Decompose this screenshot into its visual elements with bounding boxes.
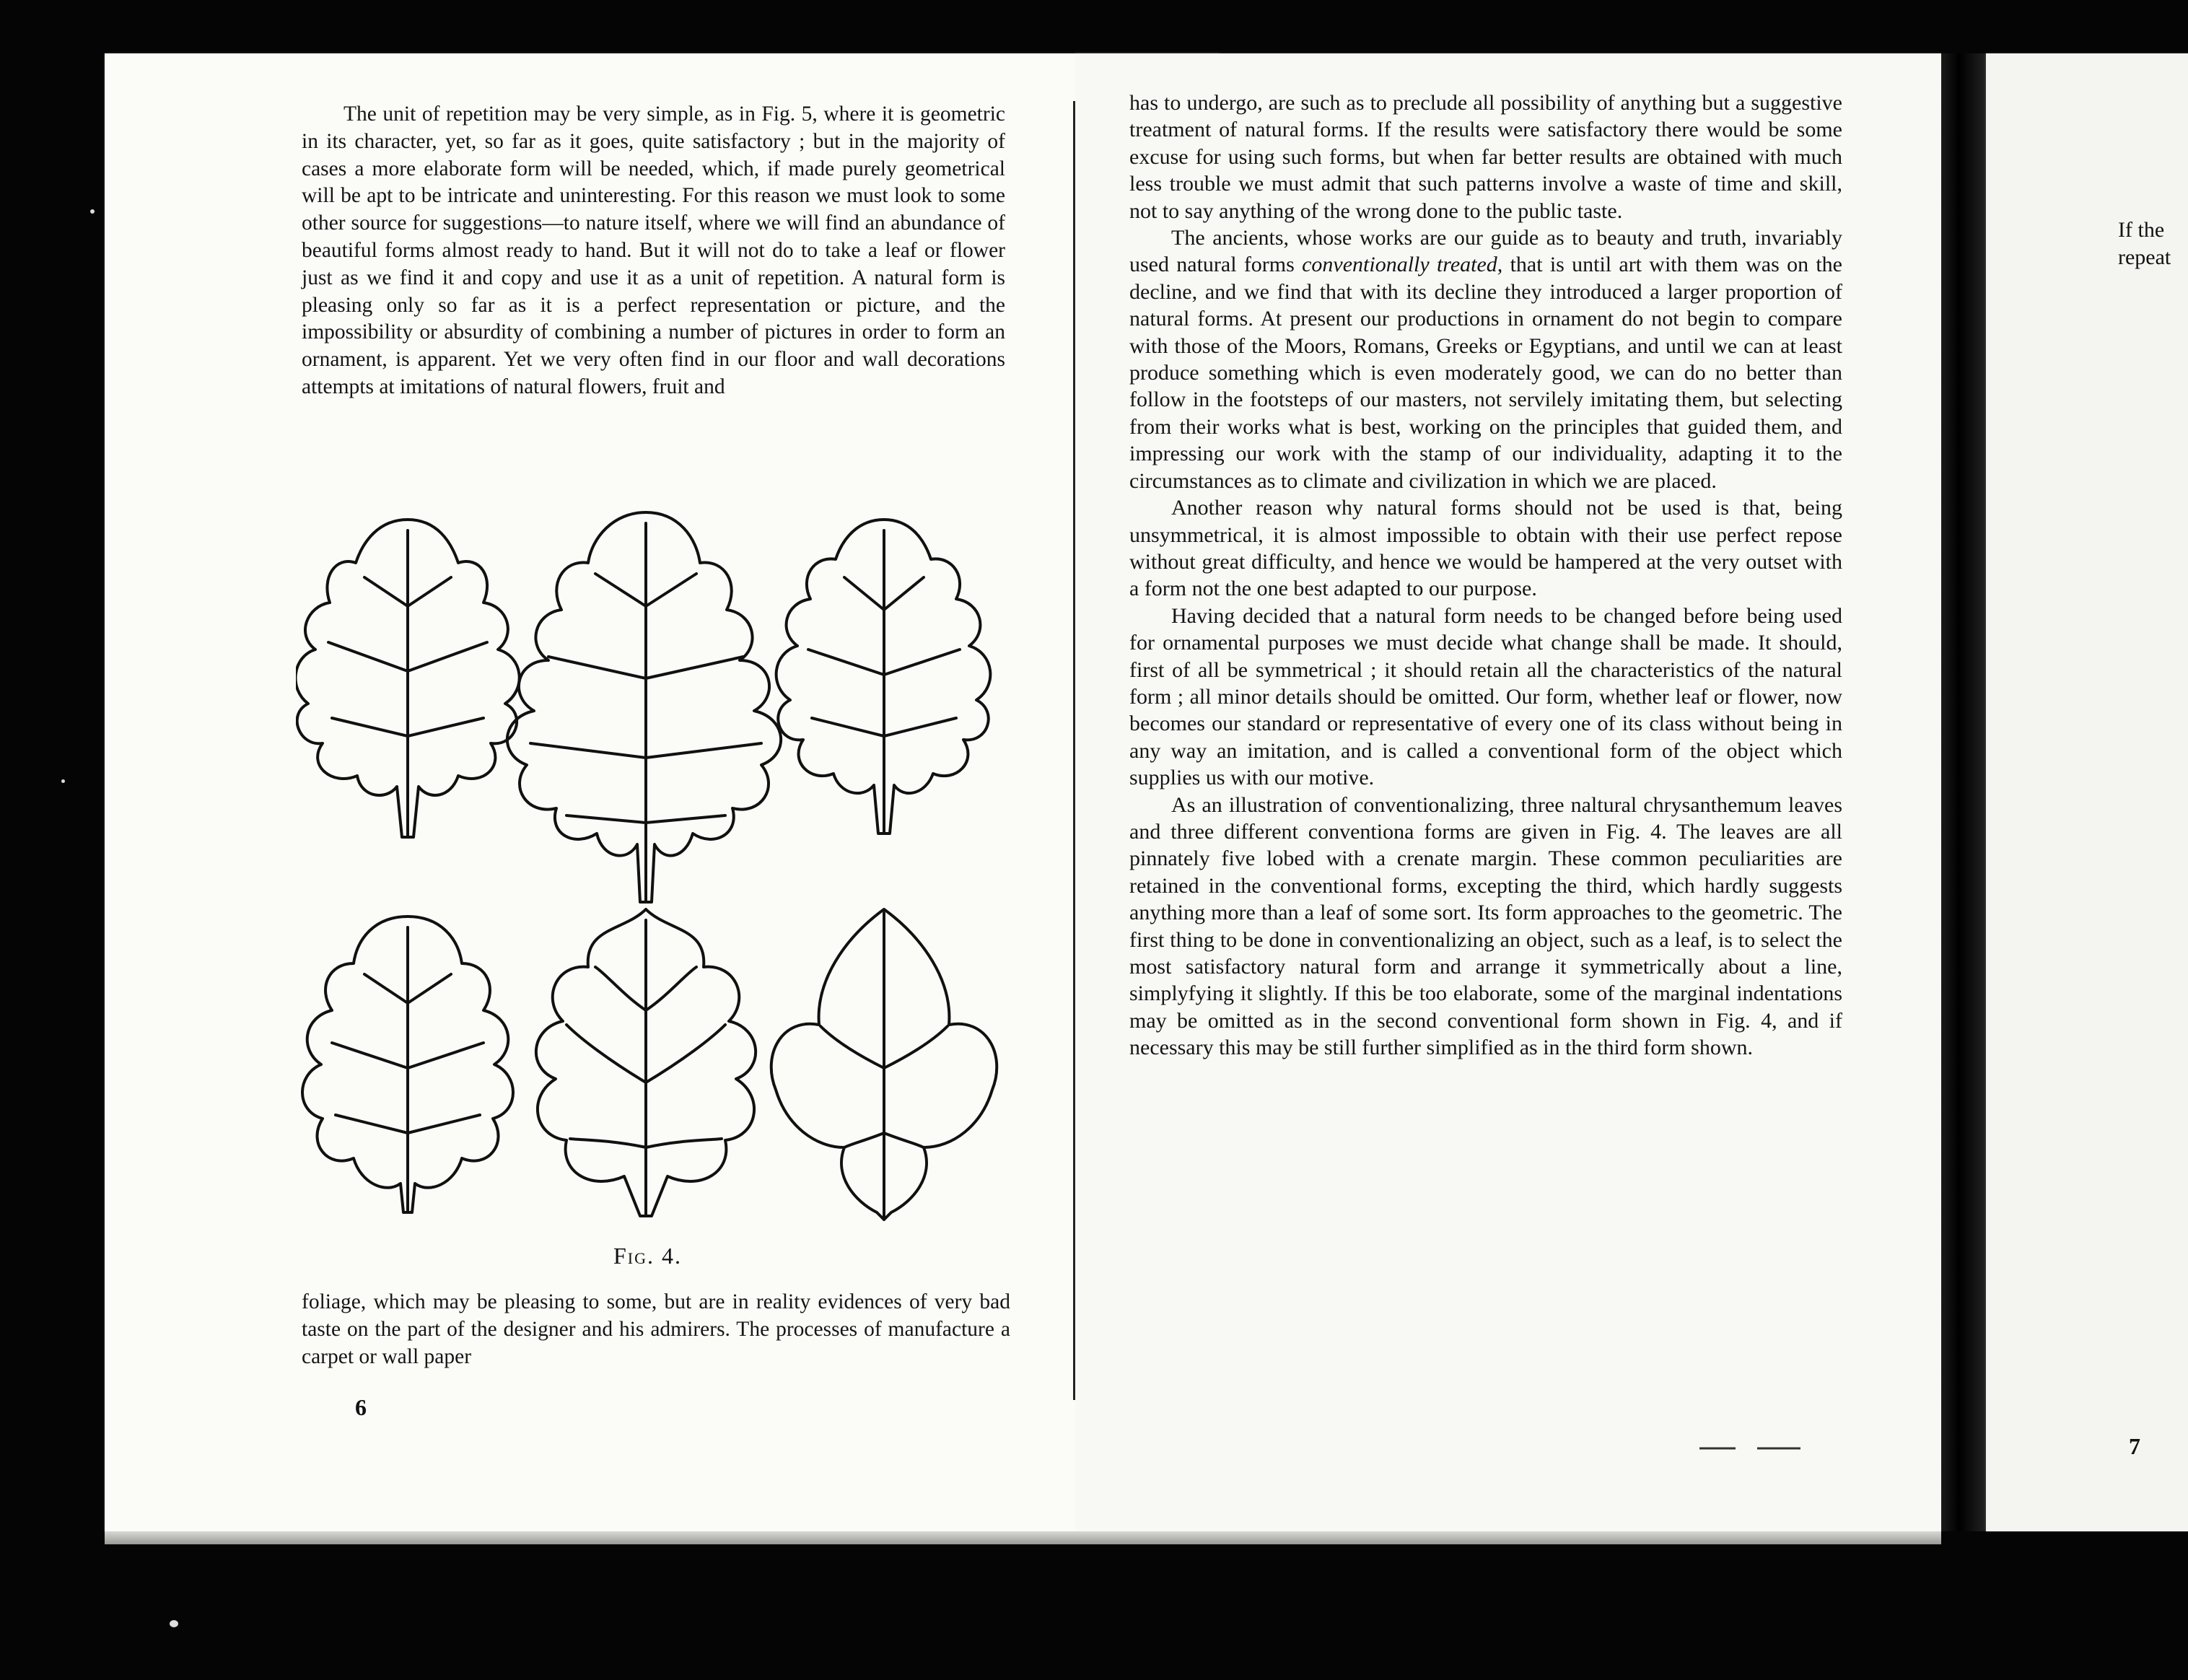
natural-leaf-3 (776, 520, 991, 834)
paragraph: Having decided that a natural form needs to be changed before being used for ornamental purposes we must decide what change shall be made. It should, first of all be symmetrical ; it should retain all the characteristics of the natural form ; all minor details should be omitted. Our form, whether leaf or flower, now becomes our standard or representative of every one of its class without being in any way an imitation, and is called a conventional form of the object which supplies us with our motive. (1129, 603, 1842, 790)
page-number-left: 6 (355, 1394, 367, 1420)
natural-leaf-2 (507, 512, 781, 902)
leaf-illustrations (296, 498, 1021, 1277)
emphasis: conventionally treated, (1302, 253, 1503, 277)
paragraph: Another reason why natural forms should not be used is that, being unsymmetrical, it is almost impossible to obtain with their use perfect repose without great difficulty, and hence we would be hampered at the very outset with a form not the one best adapted to our purpose. (1129, 496, 1842, 601)
next-page-edge (1986, 53, 2188, 1531)
book-bottom-edge (105, 1531, 1941, 1544)
conventional-leaf-1 (302, 916, 513, 1212)
figure-caption: Fig. 4. (613, 1243, 683, 1269)
conventional-leaf-2 (536, 909, 756, 1216)
natural-leaf-1 (296, 520, 520, 837)
fragment-line: repeat (2118, 245, 2171, 269)
column-divider (1073, 101, 1075, 1400)
conventional-leaf-3 (771, 909, 997, 1220)
dust-speck (61, 779, 65, 783)
print-smudge (1699, 1446, 1800, 1451)
dust-speck (90, 209, 95, 214)
left-page-bottom-text (302, 1289, 1010, 1370)
paragraph: The ancients, whose works are our guide as to beauty and truth, invariably used natural forms conventionally treated, that is until art with them was on the decline, and we find that with its decline they introduced a larger proportion of natural forms. At present our productions in ornament do not begin to compare with those of the Moors, Romans, Greeks or Egyptians, and until we can at least produce something which is even moderately good, we can do no better than follow in the footsteps of our masters, not servilely imitating them, but selecting from their works what is best, working on the principles that guided them, and impressing our work with the stamp of our individuality, adapting it to the circumstances as to climate and civilization in which we are placed. (1129, 226, 1842, 493)
paragraph: As an illustration of conventionalizing, three naltural chrysanthemum leaves and three different conventiona forms are given in Fig. 4. The leaves are all pinnately five lobed with a crenate margin. These common peculiarities are retained in the conventional forms, excepting the third, which hardly suggests anything more than a leaf of some sort. Its form approaches to the geometric. The first thing to be done in conventionalizing an object, such as a leaf, is to select the most satisfactory natural form and arrange it symmetrically about a line, simplyfying it slightly. If this be too elaborate, some of the marginal indentations may be omitted as in the second conventional form shown in Fig. 4, and if necessary this may be still further simplified as in the third form shown. (1129, 792, 1842, 1060)
paragraph: foliage, which may be pleasing to some, but are in reality evidences of very bad taste on the part of the designer and his admirers. The processes of manufacture a carpet or wall paper (302, 1290, 1010, 1368)
page-number-right: 7 (2129, 1433, 2140, 1459)
figure-4-leaves (296, 498, 1021, 1277)
right-page-text (1129, 89, 1842, 1062)
paragraph: The unit of repetition may be very simple, as in Fig. 5, where it is geometric in its character, yet, so far as it goes, quite satisfactory ; but in the majority of cases a more elaborate form will be needed, which, if made purely geometrical will be apt to be intricate and uninteresting. For this reason we must look to some other source for suggestions—to nature itself, where we will find an abundance of beautiful forms almost ready to hand. But it will not do to take a leaf or flower just as we find it and copy and use it as a unit of repetition. A natural form is pleasing only so far as it is a perfect representation or picture, and the impossibility or absurdity of combining a number of pictures in order to form an ornament, is apparent. Yet we very often find in our floor and wall decorations attempts at imitations of natural flowers, fruit and (302, 102, 1005, 398)
next-page-text-fragment (2118, 216, 2171, 271)
paragraph: has to undergo, are such as to preclude all possibility of anything but a suggestive treatment of natural forms. If the results were satisfactory there would be some excuse for using such forms, but when far better results are obtained with much less trouble we must admit that such patterns involve a waste of time and skill, not to say anything of the wrong done to the public taste. (1129, 91, 1842, 223)
page-gutter (1941, 53, 1986, 1531)
fragment-line: If the (2118, 218, 2165, 242)
left-page-top-text (302, 101, 1005, 401)
dust-speck (170, 1620, 178, 1627)
